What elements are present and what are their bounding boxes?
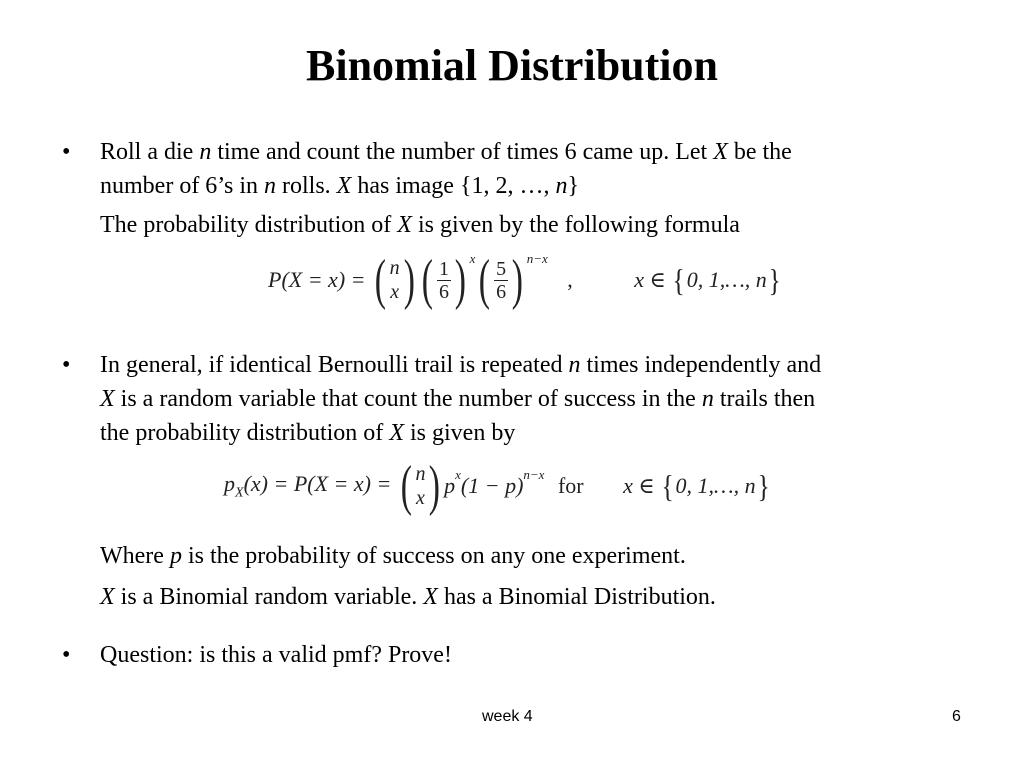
bullet-1-followup: The probability distribution of X is given by the following formula [100, 212, 740, 238]
bullet-1-text [100, 135, 960, 203]
where-line: Where p is the probability of success on any one experiment. [100, 543, 686, 569]
bullet-1-line-2: number of 6’s in n rolls. X has image {1, 2, …, n} [100, 173, 580, 199]
footer-week: week 4 [482, 708, 533, 725]
binomial-variable-line: X is a Binomial random variable. X has a Binomial Distribution. [100, 584, 716, 610]
formula-2: $p_X(x) = P(X = x)$ = ( n x ) $p^x(1 - p)^{n-x}$ for x ∈ {0, 1,…, n} [224, 455, 770, 517]
bullet-2-line-1: In general, if identical Bernoulli trail is repeated n times independently and [100, 352, 822, 378]
formula-1: P(X = x) = ( n x ) ( $\frac{1}{6}$ ) $^x$( $\frac{5}{6}$ ) $^{n-x}$ , x ∈ {0, 1,…, n} [268, 249, 781, 311]
slide-title: Binomial Distribution [306, 41, 718, 90]
bullet-2-text [100, 348, 960, 450]
slide-number: 6 [952, 708, 961, 725]
bullet-marker: • [62, 139, 71, 165]
bullet-2-line-3: the probability distribution of X is given by [100, 420, 516, 446]
bullet-1-line-1: Roll a die n time and count the number of times 6 came up. Let X be the [100, 139, 792, 165]
bullet-marker: • [62, 642, 71, 668]
bullet-3-text: Question: is this a valid pmf? Prove! [100, 642, 452, 668]
bullet-2-line-2: X is a random variable that count the number of success in the n trails then [100, 386, 816, 412]
bullet-marker: • [62, 352, 71, 378]
